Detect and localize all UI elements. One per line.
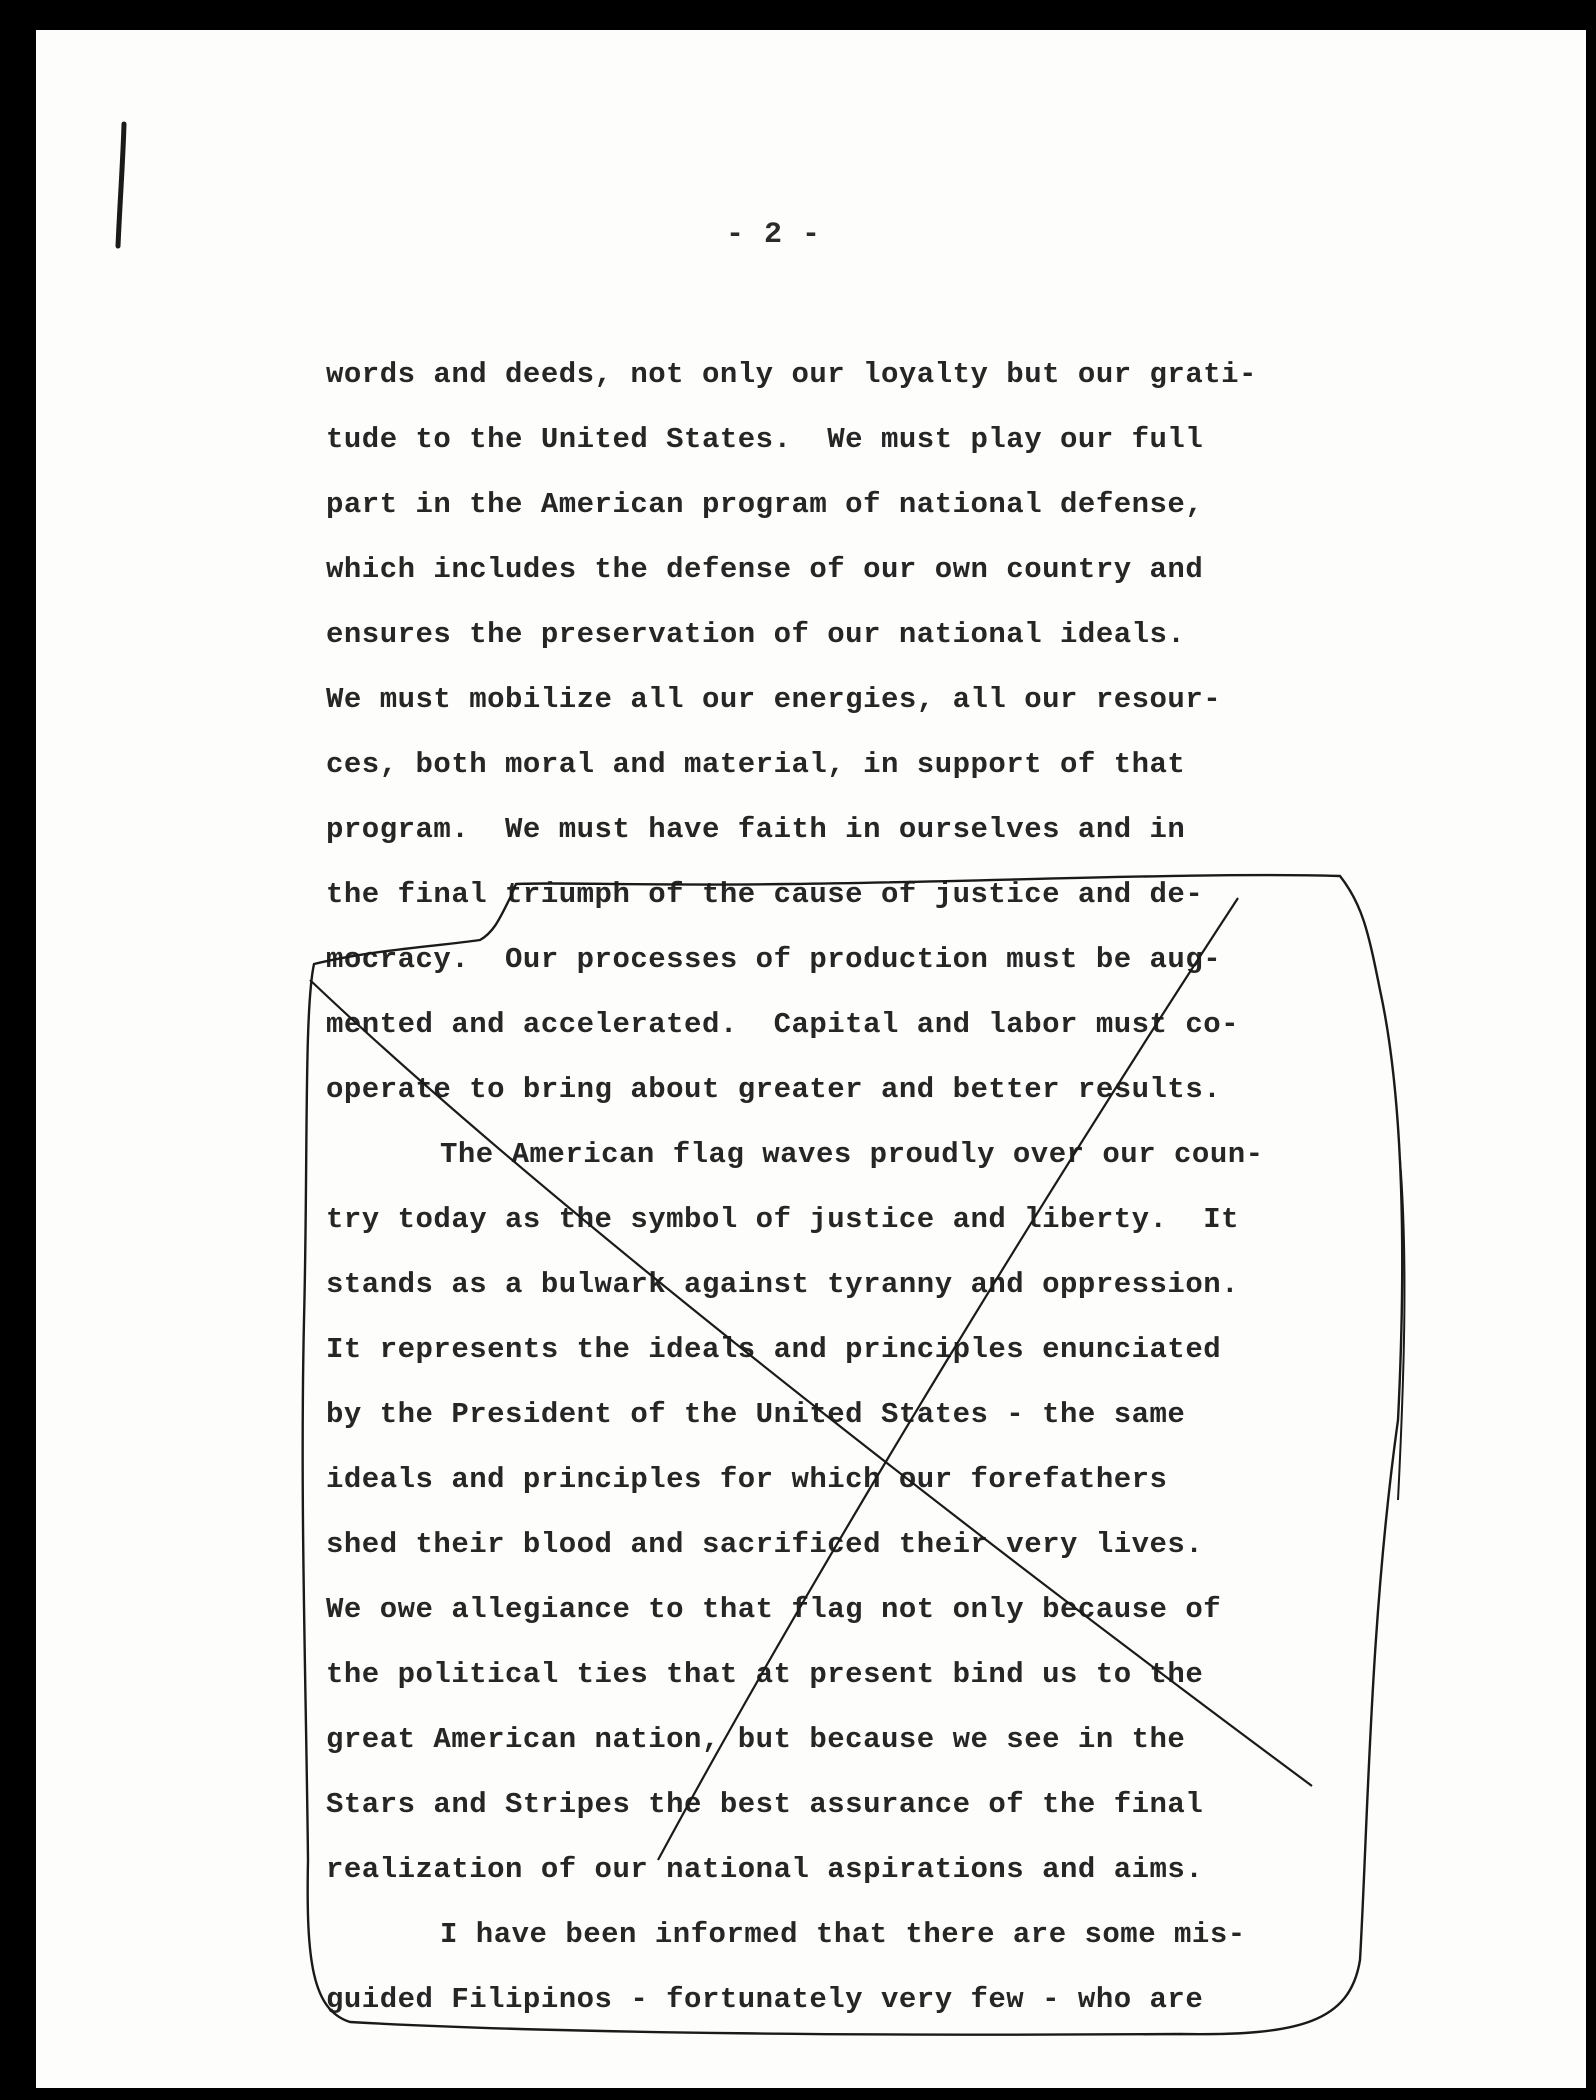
text-line: tude to the United States. We must play our full	[326, 423, 1204, 456]
text-line: We must mobilize all our energies, all our resour-	[326, 683, 1222, 716]
text-line: which includes the defense of our own country and	[326, 553, 1204, 586]
text-line: great American nation, but because we see in the	[326, 1723, 1186, 1756]
text-line: Stars and Stripes the best assurance of the final	[326, 1788, 1204, 1821]
text-line: It represents the ideals and principles enunciated	[326, 1333, 1222, 1366]
document-page	[36, 30, 1586, 2088]
text-line: the political ties that at present bind us to the	[326, 1658, 1204, 1691]
text-line: the final triumph of the cause of justice and de-	[326, 878, 1204, 911]
text-line: by the President of the United States - the same	[326, 1398, 1186, 1431]
text-line: program. We must have faith in ourselves and in	[326, 813, 1186, 846]
margin-pen-mark	[114, 120, 130, 250]
paragraph-start-line: I have been informed that there are some mis-	[440, 1918, 1246, 1951]
text-line: ces, both moral and material, in support of that	[326, 748, 1186, 781]
text-line: ideals and principles for which our forefathers	[326, 1463, 1168, 1496]
text-line: shed their blood and sacrificed their very lives.	[326, 1528, 1204, 1561]
text-line: mocracy. Our processes of production must be aug-	[326, 943, 1222, 976]
text-line: ensures the preservation of our national ideals.	[326, 618, 1186, 651]
text-line: guided Filipinos - fortunately very few - who are	[326, 1983, 1204, 2016]
page-number: - 2 -	[726, 218, 822, 252]
text-line: words and deeds, not only our loyalty but our grati-	[326, 358, 1257, 391]
text-line: stands as a bulwark against tyranny and oppression.	[326, 1268, 1240, 1301]
text-line: try today as the symbol of justice and liberty. It	[326, 1203, 1240, 1236]
text-line: We owe allegiance to that flag not only because of	[326, 1593, 1222, 1626]
text-line: mented and accelerated. Capital and labor must co-	[326, 1008, 1240, 1041]
paragraph-start-line: The American flag waves proudly over our coun-	[440, 1138, 1264, 1171]
text-line: part in the American program of national defense,	[326, 488, 1204, 521]
typed-text-body	[326, 342, 1386, 2032]
text-line: operate to bring about greater and better results.	[326, 1073, 1222, 1106]
text-line: realization of our national aspirations and aims.	[326, 1853, 1204, 1886]
